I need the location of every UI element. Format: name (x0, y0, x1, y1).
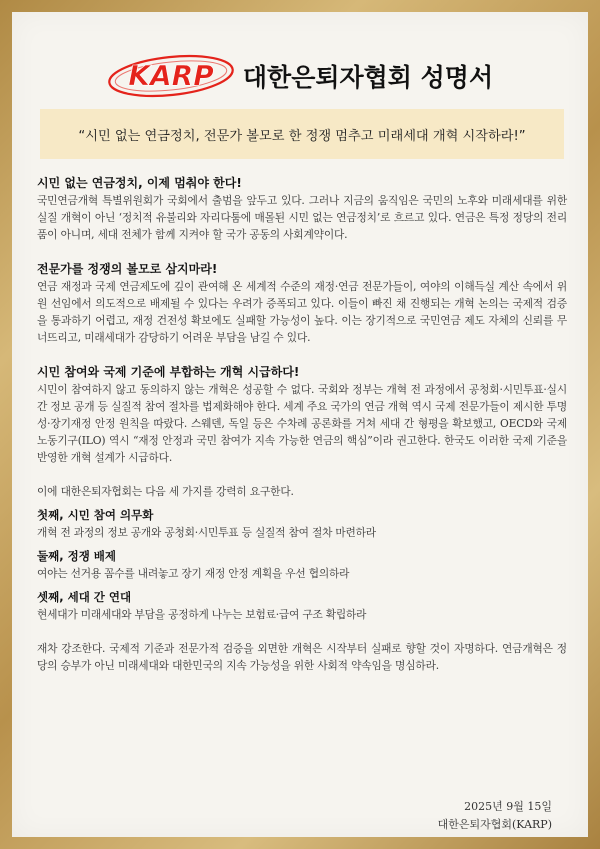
closing-paragraph: 재차 강조한다. 국제적 기준과 전문가적 검증을 외면한 개혁은 시작부터 실패로 향할 것이 자명하다. 연금개혁은 정당의 승부가 아닌 미래세대와 대한민국의 지속 가능성을 위한 사회적 약속임을 명심하라. (37, 642, 567, 672)
statement-date: 2025년 9월 15일 (464, 800, 552, 813)
demand-heading: 첫째, 시민 참여 의무화 (37, 508, 154, 522)
statement-title: 대한은퇴자협회 성명서 (242, 63, 494, 92)
karp-logo (107, 54, 235, 98)
headline-quote-box (40, 109, 564, 159)
statement-header (12, 52, 588, 100)
section-paragraph: 연금 재정과 국제 연금제도에 깊이 관여해 온 세계적 수준의 재정·연금 전문가들이, 여야의 이해득실 계산 속에서 위원 선임에서 의도적으로 배제될 수 있다는 우려가 증폭되고 있다. 이들이 빠진 채 진행되는 개혁 논의는 국제적 검증을 통과하기 어렵고, 재정 건전성 확보에도 실패할 가능성이 높다. 이는 장기적으로 국민연금 제도 자체의 신뢰를 무너뜨리고, 미래세대가 감당하기 어려운 부담을 남길 수 있다. (37, 280, 567, 344)
demand-text: 여야는 선거용 꼼수를 내려놓고 장기 재정 안정 계획을 우선 협의하라 (37, 567, 350, 580)
statement-signoff (438, 798, 552, 834)
demand-text: 현세대가 미래세대와 부담을 공정하게 나누는 보험료·급여 구조 확립하라 (37, 608, 367, 621)
section-heading: 시민 없는 연금정치, 이제 멈춰야 한다! (37, 176, 242, 190)
demand-heading: 둘째, 정쟁 배제 (37, 549, 117, 563)
demand-heading: 셋째, 세대 간 연대 (37, 590, 132, 604)
headline-quote: “시민 없는 연금정치, 전문가 볼모로 한 정쟁 멈추고 미래세대 개혁 시작하라!” (78, 128, 526, 144)
section-heading: 시민 참여와 국제 기준에 부합하는 개혁 시급하다! (37, 365, 300, 379)
logo-text: KARP (128, 59, 214, 92)
statement-signature: 대한은퇴자협회(KARP) (437, 818, 552, 831)
section-paragraph: 국민연금개혁 특별위원회가 국회에서 출범을 앞두고 있다. 그러나 지금의 움직임은 국민의 노후와 미래세대를 위한 실질 개혁이 아닌 ‘정치적 유불리와 자리다툼에 매몰된 시민 없는 연금정치’로 흐르고 있다. 연금은 특정 정당의 전리품이 아니며, 세대 전체가 함께 지켜야 할 국가 공동의 사회계약이다. (37, 194, 567, 241)
statement-body (37, 174, 567, 674)
demands-intro: 이에 대한은퇴자협회는 다음 세 가지를 강력히 요구한다. (37, 485, 294, 498)
demand-text: 개혁 전 과정의 정보 공개와 공청회·시민투표 등 실질적 참여 절차 마련하라 (37, 526, 376, 539)
section-heading: 전문가를 정쟁의 볼모로 삼지마라! (37, 262, 218, 276)
section-paragraph: 시민이 참여하지 않고 동의하지 않는 개혁은 성공할 수 없다. 국회와 정부는 개혁 전 과정에서 공청회·시민투표·실시간 정보 공개 등 실질적 참여 절차를 법제화해야 한다. 세계 주요 국가의 연금 개혁 역시 국제 전문가들이 제시한 투명성·장기재정 안정 원칙을 따랐다. 스웨덴, 독일 등은 수차례 공론화를 거쳐 세대 간 형평을 확보했고, OECD와 국제노동기구(ILO) 역시 “재정 안정과 국민 참여가 지속 가능한 연금의 핵심”이라 권고한다. 한국도 이러한 국제 기준을 반영한 개혁 설계가 시급하다. (37, 383, 567, 464)
statement-page (12, 12, 588, 837)
